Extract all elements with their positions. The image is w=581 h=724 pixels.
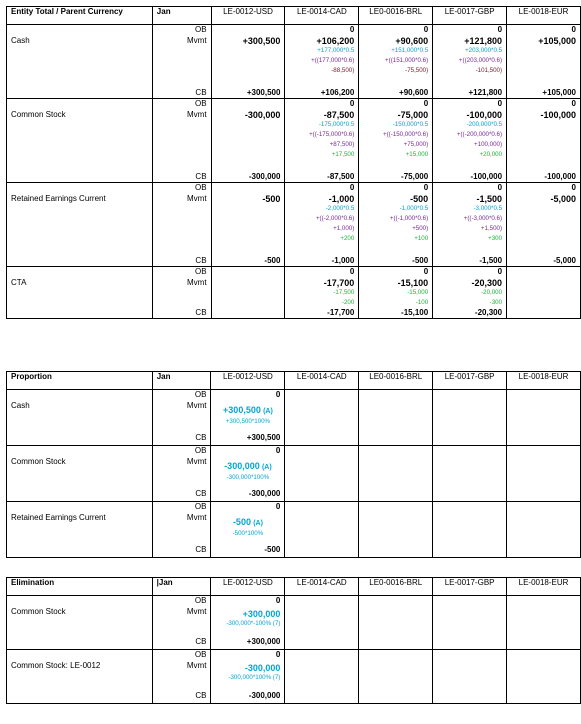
cell-value: -500 [359,256,433,267]
period-label: CB [152,545,211,558]
movement-detail: +15,000 [405,150,429,158]
table-row [7,25,581,36]
movement-value: +106,200 [316,35,355,46]
cell-value: +300,000 [211,637,285,650]
movement-cell [211,457,285,489]
table-title: Elimination [7,578,153,596]
period-label: Mvmt [152,661,211,691]
period-label: CB [152,433,211,446]
movement-cell [211,607,285,637]
period-label: CB [152,691,211,704]
cell-value: 0 [211,446,285,457]
period-label: Mvmt [152,110,211,172]
month-header: |Jan [152,578,211,596]
movement-detail: -17,500 [333,288,355,296]
cell-value: 0 [211,650,285,661]
entity-header: LE-0018-EUR [507,578,581,596]
movement-detail: +500) [412,224,429,232]
movement-value: -20,300 [471,277,503,288]
table-row [7,401,581,433]
movement-value: -100,000 [540,109,576,120]
movement-cell [433,36,507,88]
account-label: Cash [7,401,153,433]
cell-value: -1,500 [433,256,507,267]
elimination-table [6,577,581,704]
entity-header: LE-0014-CAD [285,372,359,390]
cell-value: -300,000 [211,172,285,183]
account-label: CTA [7,278,153,308]
cell-value: +300,500 [211,88,285,99]
account-label: Common Stock: LE-0012 [7,661,153,691]
table-row [7,256,581,267]
movement-cell [211,110,285,172]
movement-tag: (A) [253,519,263,527]
entity-header: LE-0017-GBP [433,372,507,390]
cell-value: 0 [433,99,507,110]
movement-cell [211,278,285,308]
movement-detail: -300,000*-100% (7) [226,619,281,627]
movement-detail: +17,500 [331,150,355,158]
movement-detail: -88,500) [331,66,355,74]
table-row [7,650,581,661]
movement-detail: -1,000*0.5 [399,204,429,212]
movement-cell [285,194,359,256]
movement-detail: +177,000*0.5 [317,46,355,54]
cell-value: -15,100 [359,308,433,319]
proportion-table [6,371,581,558]
movement-detail: +300 [488,234,503,242]
entity-header: LE-0012-USD [211,372,285,390]
movement-detail: +((-150,000*0.6) [382,130,429,138]
cell-value: -5,000 [507,256,581,267]
cell-value: 0 [211,596,285,607]
period-label: CB [152,88,211,99]
movement-value: -1,000 [328,193,355,204]
table-header-row [7,372,581,390]
table-row [7,390,581,401]
account-label: Common Stock [7,457,153,489]
movement-detail: +151,000*0.5 [391,46,429,54]
cell-value: 0 [285,99,359,110]
cell-value: -17,700 [285,308,359,319]
movement-tag: (A) [261,463,272,471]
movement-detail: -15,000 [407,288,429,296]
account-label: Retained Earnings Current [7,194,153,256]
movement-cell [433,194,507,256]
movement-detail: -300,000*100% (7) [228,673,281,681]
movement-cell [359,194,433,256]
cell-value: -300,000 [211,489,285,502]
table-title: Proportion [7,372,153,390]
period-label: Mvmt [152,194,211,256]
period-label: Mvmt [152,278,211,308]
cell-value: -500 [211,256,285,267]
entity-header: LE0-0016-BRL [359,7,433,25]
table-row [7,172,581,183]
table-row [7,545,581,558]
cell-value [507,308,581,319]
period-label: OB [152,183,211,194]
movement-cell [285,110,359,172]
cell-value: 0 [433,25,507,36]
movement-value: +105,000 [538,35,576,46]
entity-header: LE-0018-EUR [507,7,581,25]
table-row [7,446,581,457]
month-header: Jan [152,372,211,390]
movement-value: -300,000 [224,460,260,471]
movement-value: +300,000 [242,608,281,619]
movement-value: -15,100 [397,277,429,288]
period-label: OB [152,650,211,661]
cell-value: +90,600 [359,88,433,99]
table-header-row [7,7,581,25]
movement-detail: +((151,000*0.6) [385,56,429,64]
movement-detail: +1,000) [333,224,355,232]
movement-value: +90,600 [395,35,429,46]
entity-header: LE-0017-GBP [433,7,507,25]
cell-value: +106,200 [285,88,359,99]
movement-detail: +100 [414,234,429,242]
movement-cell [433,278,507,308]
entity-header: LE-0014-CAD [285,578,359,596]
month-header: Jan [152,7,211,25]
account-label: Common Stock [7,607,153,637]
table-row [7,433,581,446]
table-title: Entity Total / Parent Currency [7,7,153,25]
cell-value: 0 [507,25,581,36]
table-header-row [7,578,581,596]
movement-detail: -2,000*0.5 [325,204,355,212]
table-row [7,183,581,194]
table-row [7,502,581,513]
movement-cell [211,194,285,256]
entity-header: LE-0014-CAD [285,7,359,25]
period-label: CB [152,308,211,319]
movement-detail: +((-175,000*0.6) [309,130,355,138]
entity-header: LE0-0016-BRL [359,372,433,390]
table-row [7,661,581,691]
cell-value [211,308,285,319]
period-label: Mvmt [152,457,211,489]
movement-cell [359,278,433,308]
movement-value: -87,500 [323,109,355,120]
table-row [7,110,581,172]
entity-header: LE-0018-EUR [507,372,581,390]
movement-detail: -75,500) [405,66,429,74]
movement-detail: +300,500*100% [225,417,271,425]
movement-detail: +((-1,000*0.6) [389,214,429,222]
movement-detail: -200,000*0.5 [466,120,503,128]
table-row [7,637,581,650]
movement-cell [285,36,359,88]
movement-cell [211,36,285,88]
movement-detail: +87,500) [329,140,355,148]
entity-header: LE-0012-USD [211,7,285,25]
table-row [7,99,581,110]
movement-value: -300,000 [244,662,281,673]
table-row [7,596,581,607]
movement-detail: -101,500) [475,66,503,74]
period-label: OB [152,446,211,457]
cell-value: -100,000 [507,172,581,183]
movement-detail: -175,000*0.5 [318,120,355,128]
movement-value: -300,000 [244,109,281,120]
movement-detail: +((-200,000*0.6) [456,130,503,138]
period-label: Mvmt [152,513,211,545]
movement-value: -5,000 [550,193,576,204]
period-label: CB [152,489,211,502]
movement-cell [211,513,285,545]
cell-value [507,267,581,278]
cell-value: 0 [507,183,581,194]
entity-total-table [6,6,581,319]
cell-value: 0 [211,390,285,401]
period-label: CB [152,172,211,183]
movement-detail: -3,000*0.5 [473,204,503,212]
period-label: OB [152,267,211,278]
period-label: CB [152,637,211,650]
movement-detail: +20,000 [479,150,503,158]
entity-header: LE0-0016-BRL [359,578,433,596]
movement-tag: (A) [263,407,273,415]
movement-cell [507,278,581,308]
account-label: Retained Earnings Current [7,513,153,545]
cell-value: 0 [359,183,433,194]
movement-detail: -100 [415,298,429,306]
movement-detail: +203,000*0.5 [465,46,503,54]
table-row [7,267,581,278]
cell-value [211,99,285,110]
cell-value [211,183,285,194]
table-row [7,607,581,637]
movement-cell [433,110,507,172]
table-row [7,88,581,99]
movement-detail: +((177,000*0.6) [311,56,355,64]
movement-detail: +75,000) [403,140,429,148]
table-row [7,489,581,502]
movement-detail: +1,500) [480,224,503,232]
movement-value: -75,000 [397,109,429,120]
movement-value: -17,700 [323,277,355,288]
cell-value [211,25,285,36]
movement-detail: +100,000) [474,140,503,148]
cell-value: 0 [507,99,581,110]
period-label: Mvmt [152,607,211,637]
period-label: OB [152,99,211,110]
cell-value: -100,000 [433,172,507,183]
movement-cell [359,110,433,172]
movement-value: -100,000 [466,109,503,120]
movement-cell [507,194,581,256]
cell-value: 0 [211,502,285,513]
period-label: Mvmt [152,36,211,88]
cell-value: +121,800 [433,88,507,99]
cell-value: 0 [285,25,359,36]
entity-header: LE-0017-GBP [433,578,507,596]
movement-detail: +200 [340,234,355,242]
cell-value: 0 [359,267,433,278]
movement-detail: -150,000*0.5 [392,120,429,128]
movement-value: -500 [410,193,429,204]
period-label: OB [152,25,211,36]
cell-value: -75,000 [359,172,433,183]
movement-cell [359,36,433,88]
movement-value: -500 [232,516,251,527]
cell-value: 0 [285,267,359,278]
movement-detail: -300,000*100% [226,473,270,481]
table-row [7,194,581,256]
movement-cell [211,661,285,691]
table-row [7,457,581,489]
movement-cell [507,110,581,172]
cell-value: 0 [359,25,433,36]
table-row [7,513,581,545]
movement-detail: -20,000 [481,288,503,296]
cell-value: 0 [359,99,433,110]
movement-detail: +((-2,000*0.6) [315,214,355,222]
cell-value: -87,500 [285,172,359,183]
table-row [7,278,581,308]
period-label: OB [152,390,211,401]
movement-value: +121,800 [464,35,503,46]
account-label: Cash [7,36,153,88]
period-label: CB [152,256,211,267]
movement-detail: +((-3,000*0.6) [463,214,503,222]
cell-value: 0 [285,183,359,194]
movement-detail: +((203,000*0.6) [458,56,503,64]
table-row [7,691,581,704]
period-label: Mvmt [152,401,211,433]
period-label: OB [152,596,211,607]
cell-value: +300,500 [211,433,285,446]
movement-value: -500 [262,193,281,204]
cell-value: -1,000 [285,256,359,267]
period-label: OB [152,502,211,513]
movement-detail: -300 [489,298,503,306]
cell-value: -20,300 [433,308,507,319]
movement-detail: -500*100% [232,529,264,537]
entity-header: LE-0012-USD [211,578,285,596]
table-row [7,308,581,319]
movement-cell [507,36,581,88]
cell-value [211,267,285,278]
movement-value: +300,500 [223,404,261,415]
movement-cell [285,278,359,308]
movement-cell [211,401,285,433]
cell-value: 0 [433,267,507,278]
cell-value: -500 [211,545,285,558]
cell-value: +105,000 [507,88,581,99]
cell-value: 0 [433,183,507,194]
cell-value: -300,000 [211,691,285,704]
movement-value: +300,500 [242,35,281,46]
table-row [7,36,581,88]
movement-detail: -200 [341,298,355,306]
account-label: Common Stock [7,110,153,172]
movement-value: -1,500 [476,193,503,204]
